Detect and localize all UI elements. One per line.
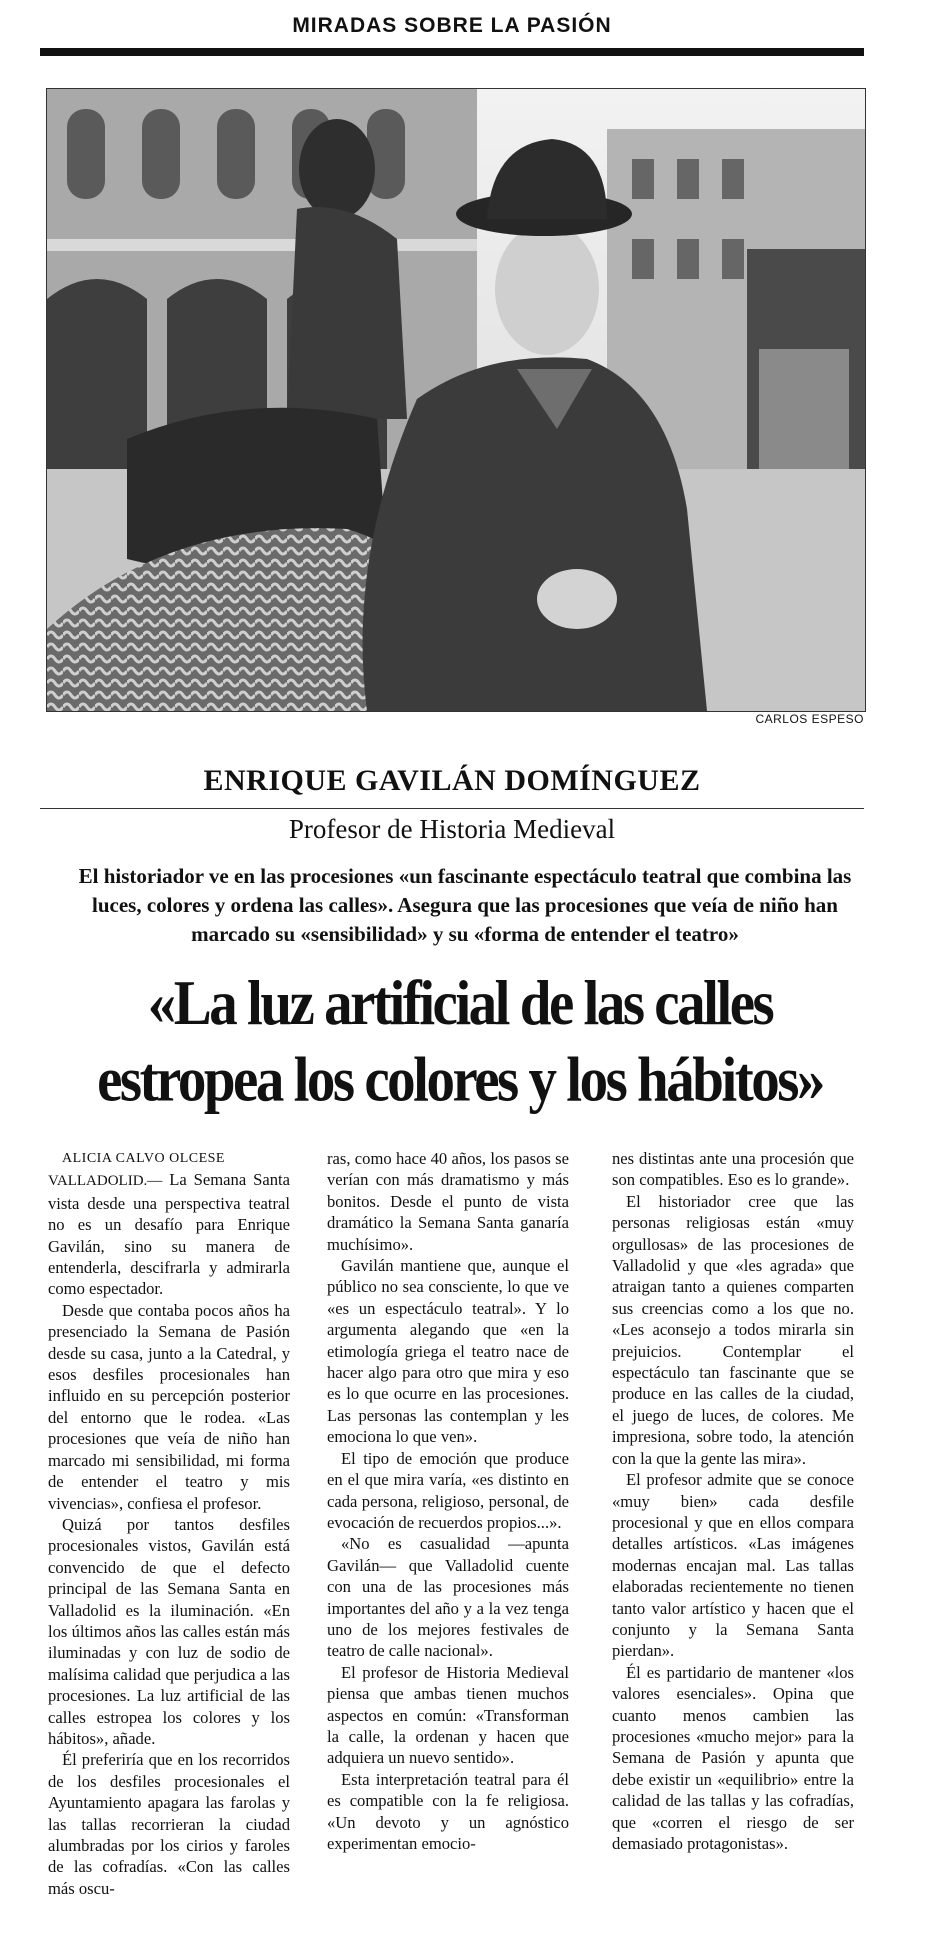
person-role: Profesor de Historia Medieval	[288, 814, 616, 844]
standfirst: El historiador ve en las procesiones «un fascinante espectáculo teatral que combina las luces, colores y ordena las calles». Asegura que las procesiones que veía de niño han marcado su «sensibilidad» y su «forma de entender el teatro»	[78, 864, 852, 946]
article-column-3	[612, 1148, 854, 1854]
photo-illustration	[47, 89, 865, 711]
paragraph: Quizá por tantos desfiles procesionales vistos, Gavilán está convencido de que el defecto principal de las Semana Santa en Valladolid es la iluminación. «En los últimos años las calles están más iluminadas y con luz de sodio de malísima calidad que perjudica a las procesiones. La luz artificial de las calles estropea los colores y los hábitos», añade.	[48, 1514, 290, 1748]
byline: ALICIA CALVO OLCESE	[62, 1151, 225, 1166]
article-column-1	[48, 1148, 290, 1899]
headline-line-2: estropea los colores y los hábitos»	[97, 1044, 823, 1115]
paragraph: Él es partidario de mantener «los valores esenciales». Opina que cuanto menos cambien las procesiones «mucho mejor» para la Semana de Pasión y apunta que debe existir un «equilibrio» entre la calidad de las tallas y las cofradías, que «corren el riesgo de ser demasiado protagonistas».	[612, 1662, 854, 1853]
header-rule	[40, 48, 864, 56]
paragraph: Esta interpretación teatral para él es compatible con la fe religiosa. «Un devoto y un agnóstico experimentan emocio-	[327, 1769, 569, 1853]
name-rule	[40, 808, 864, 809]
paragraph: El profesor de Historia Medieval piensa que ambas tienen muchos aspectos en común: «Transforman la calle, la ordenan y hacen que adquiera un nuevo sentido».	[327, 1662, 569, 1768]
photo-credit: CARLOS ESPESO	[755, 712, 864, 726]
dateline: VALLADOLID.—	[48, 1173, 163, 1190]
paragraph: El historiador cree que las personas religiosas están «muy orgullosas» de las procesiones de Valladolid y que «les agrada» que atraigan tanto a quienes comparten sus creencias como a los que no. «Les aconsejo a todos mirarla sin prejuicios. Contemplar el espectáculo tan fascinante que se produce en las calles de la ciudad, el juego de luces, de colores. Me impresiona, sobre todo, la atención con la que la gente las mira».	[612, 1191, 854, 1468]
paragraph: El tipo de emoción que produce en el que mira varía, «es distinto en cada persona, religioso, personal, de evocación de recuerdos propios...».	[327, 1448, 569, 1532]
paragraph: nes distintas ante una procesión que son compatibles. Eso es lo grande».	[612, 1149, 854, 1190]
paragraph: «No es casualidad —apunta Gavilán— que Valladolid cuente con una de las procesiones más importantes del año y a la vez tenga uno de los mejores festivales de teatro de calle nacional».	[327, 1534, 569, 1661]
portrait-photo	[46, 88, 866, 712]
paragraph: Él preferiría que en los recorridos de los desfiles procesionales el Ayuntamiento apagara las farolas y las tallas recorrieran la ciudad alumbradas por los cirios y faroles de las cofradías. «Con las calles más oscu-	[48, 1750, 290, 1898]
paragraph: El profesor admite que se conoce «muy bien» cada desfile procesional y que en ellos compara detalles artísticos. «Las imágenes modernas encajan mal. Las tallas elaboradas recientemente no tienen tanto valor artístico y hacen que el conjunto y la Semana Santa pierdan».	[612, 1470, 854, 1661]
paragraph: Desde que contaba pocos años ha presenciado la Semana de Pasión desde su casa, junto a la Catedral, y esos desfiles procesionales han influido en su percepción posterior del entorno que le rodea. «Las procesiones que veía de niño han marcado mi sensibilidad, mi forma de entender el teatro y mis vivencias», confiesa el profesor.	[48, 1300, 290, 1513]
section-title: MIRADAS SOBRE LA PASIÓN	[292, 14, 612, 37]
headline-line-1: «La luz artificial de las calles	[147, 968, 773, 1039]
article-column-2	[327, 1148, 569, 1854]
headline	[30, 966, 890, 1118]
paragraph: Gavilán mantiene que, aunque el público no sea consciente, lo que ve «es un espectáculo teatral». Y lo argumenta alegando que «en la etimología griega el teatro nace de hacer algo para otro que mira y eso es lo que ocurre en las procesiones. Las personas las contemplan y les emociona lo que ven».	[327, 1256, 569, 1447]
lead-paragraph	[48, 1169, 290, 1299]
person-name: ENRIQUE GAVILÁN DOMÍNGUEZ	[203, 764, 701, 797]
lead-text: La Semana Santa vista desde una perspectiva teatral no es un desafío para Enrique Gavilán, sino su manera de entenderla, descifrarla y admirarla como espectador.	[48, 1170, 290, 1299]
paragraph: ras, como hace 40 años, los pasos se verían con más dramatismo y más bonitos. Desde el punto de vista dramático la Semana Santa ganaría muchísimo».	[327, 1149, 569, 1254]
